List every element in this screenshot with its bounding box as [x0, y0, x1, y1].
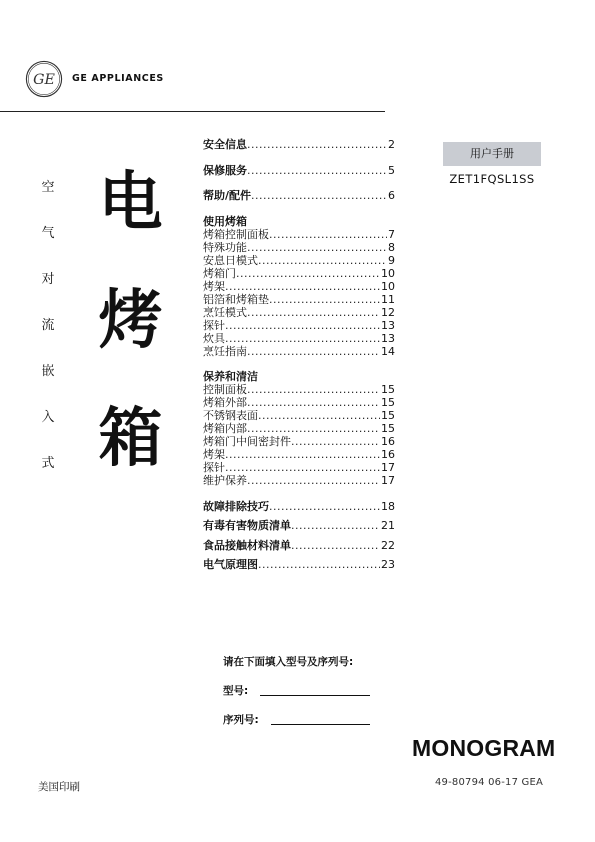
toc-entry[interactable] [203, 164, 395, 177]
toc-entry[interactable] [203, 293, 395, 306]
toc-page: 8 [388, 241, 395, 254]
toc-entry[interactable] [203, 461, 395, 474]
toc-label: 烹饪模式 [203, 306, 247, 319]
toc-entry[interactable] [203, 448, 395, 461]
toc-label: 安息日模式 [203, 254, 258, 267]
printed-in-text: 美国印刷 [38, 781, 80, 793]
model-field-label: 型号: [223, 685, 249, 697]
toc-entry[interactable] [203, 519, 395, 532]
toc-entry[interactable] [203, 332, 395, 345]
subtitle-char: 气 [41, 226, 55, 241]
toc-label: 安全信息 [203, 138, 247, 151]
subtitle-char: 嵌 [41, 364, 55, 379]
toc-page: 15 [381, 383, 395, 396]
toc-label: 烤箱控制面板 [203, 228, 269, 241]
toc-entry[interactable] [203, 345, 395, 358]
toc-label: 铝箔和烤箱垫 [203, 293, 269, 306]
toc-page: 15 [381, 422, 395, 435]
toc-page: 15 [381, 409, 395, 422]
document-code: 49-80794 06-17 GEA [435, 777, 544, 788]
vertical-subtitle [38, 180, 58, 502]
title-char: 烤 [98, 284, 163, 358]
toc-page: 17 [381, 461, 395, 474]
toc-entry[interactable] [203, 409, 395, 422]
subtitle-char: 式 [41, 456, 55, 471]
toc-entry[interactable] [203, 138, 395, 151]
toc-label: 烤架 [203, 448, 225, 461]
serial-field-label: 序列号: [223, 714, 259, 726]
toc-label: 烤箱门 [203, 267, 236, 280]
toc-entry[interactable] [203, 500, 395, 513]
model-field-line[interactable] [260, 695, 370, 696]
toc-label: 食品接触材料清单 [203, 539, 291, 552]
subtitle-char: 对 [41, 272, 55, 287]
toc-label: 保修服务 [203, 164, 247, 177]
toc-page: 11 [381, 293, 395, 306]
model-number: ZET1FQSL1SS [449, 172, 535, 186]
toc-entry[interactable] [203, 228, 395, 241]
toc-entry[interactable] [203, 435, 395, 448]
toc-label: 帮助/配件 [203, 189, 252, 202]
toc-label: 烤箱内部 [203, 422, 247, 435]
title-char: 箱 [98, 402, 163, 476]
subtitle-char: 流 [41, 318, 55, 333]
toc-page: 10 [381, 280, 395, 293]
toc-page: 5 [388, 164, 395, 177]
toc-label: 电气原理图 [203, 558, 258, 571]
subtitle-char: 入 [41, 410, 55, 425]
subtitle-char: 空 [41, 180, 55, 195]
toc-label: 探针 [203, 319, 225, 332]
toc-label: 有毒有害物质清单 [203, 519, 291, 532]
toc-entry[interactable] [203, 306, 395, 319]
toc-entry[interactable] [203, 474, 395, 487]
toc-section-heading: 保养和清洁 [203, 370, 258, 383]
toc-label: 探针 [203, 461, 225, 474]
toc-entry[interactable] [203, 383, 395, 396]
toc-entry[interactable] [203, 539, 395, 552]
serial-field-line[interactable] [271, 724, 370, 725]
toc-page: 16 [381, 448, 395, 461]
brand-name: GE APPLIANCES [72, 73, 164, 84]
toc-page: 10 [381, 267, 395, 280]
toc-page: 17 [381, 474, 395, 487]
toc-label: 烹饪指南 [203, 345, 247, 358]
title-char: 电 [98, 166, 163, 240]
toc-page: 13 [381, 332, 395, 345]
toc-entry[interactable] [203, 267, 395, 280]
toc-page: 7 [388, 228, 395, 241]
toc-entry[interactable] [203, 254, 395, 267]
toc-page: 12 [381, 306, 395, 319]
ge-logo [25, 60, 63, 98]
toc-section-heading: 使用烤箱 [203, 215, 247, 228]
toc-label: 烤箱外部 [203, 396, 247, 409]
toc-page: 18 [381, 500, 395, 513]
toc-label: 故障排除技巧 [203, 500, 269, 513]
toc-page: 2 [388, 138, 395, 151]
toc-label: 烤架 [203, 280, 225, 293]
page-title [93, 166, 168, 520]
toc-page: 22 [381, 539, 395, 552]
toc-label: 炊具 [203, 332, 225, 345]
toc-label: 不锈钢表面 [203, 409, 258, 422]
ge-logo-text: GE [33, 71, 55, 88]
toc-page: 15 [381, 396, 395, 409]
header-divider [0, 111, 385, 112]
toc-label: 特殊功能 [203, 241, 247, 254]
toc-entry[interactable] [203, 422, 395, 435]
toc-page: 23 [381, 558, 395, 571]
toc-entry[interactable] [203, 396, 395, 409]
toc-page: 13 [381, 319, 395, 332]
toc-page: 9 [388, 254, 395, 267]
toc-entry[interactable] [203, 280, 395, 293]
toc-entry[interactable] [203, 189, 395, 202]
toc-page: 14 [381, 345, 395, 358]
toc-label: 控制面板 [203, 383, 247, 396]
toc-entry[interactable] [203, 319, 395, 332]
toc-entry[interactable] [203, 241, 395, 254]
toc-page: 16 [381, 435, 395, 448]
monogram-logo: MONOGRAM [412, 735, 556, 761]
fill-in-prompt: 请在下面填入型号及序列号: [223, 656, 354, 668]
toc-entry[interactable] [203, 558, 395, 571]
user-manual-label: 用户手册 [443, 142, 541, 166]
toc-page: 6 [388, 189, 395, 202]
toc-page: 21 [381, 519, 395, 532]
toc-label: 烤箱门中间密封件 [203, 435, 291, 448]
toc-label: 维护保养 [203, 474, 247, 487]
